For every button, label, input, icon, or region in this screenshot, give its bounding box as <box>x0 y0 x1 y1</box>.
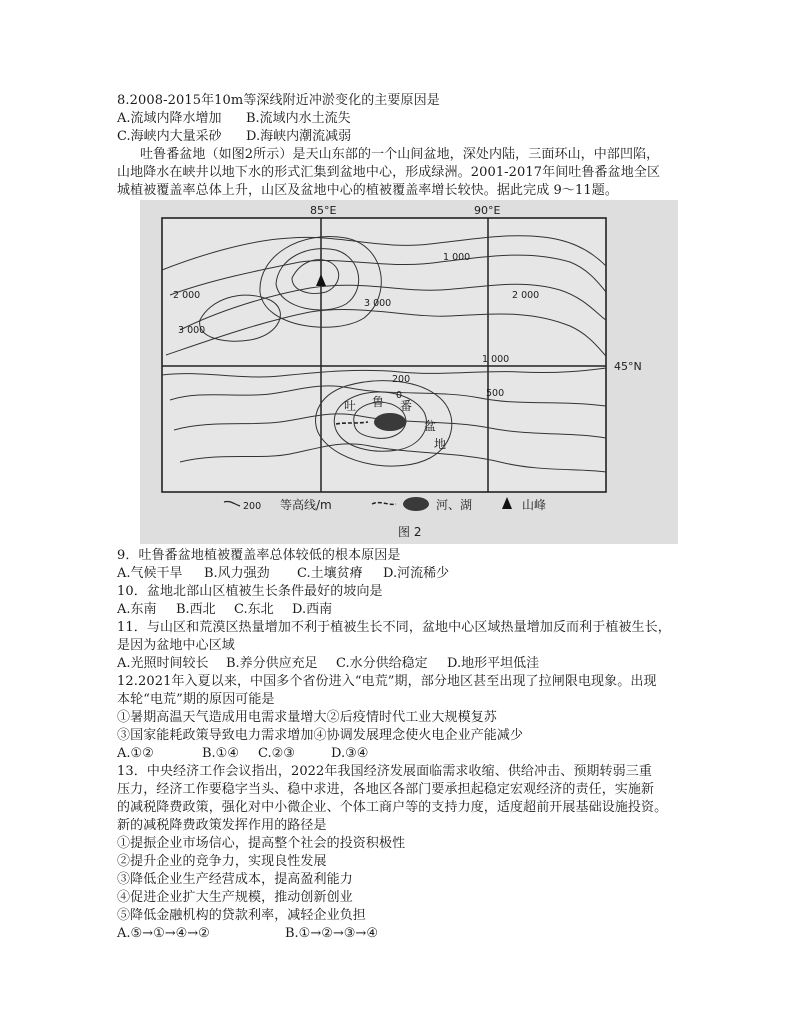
contour-label-2000b: 2 000 <box>512 290 540 301</box>
q11-stem-line-2: 是因为盆地中心区域 <box>117 638 235 653</box>
legend-river-lake-label: 河、湖 <box>436 498 473 512</box>
q13-item-5: ⑤降低金融机构的贷款利率，减轻企业负担 <box>117 908 366 923</box>
q10-option-c: C.东北 <box>234 602 274 617</box>
q9-option-c: C.土壤贫瘠 <box>297 566 363 581</box>
q10-stem: 10．盆地北部山区植被生长条件最好的坡向是 <box>117 584 383 599</box>
q12-option-b: B.①④ <box>202 746 239 761</box>
passage-line-1: 吐鲁番盆地（如图2所示）是天山东部的一个山间盆地，深处内陆，三面环山，中部凹陷， <box>140 147 660 162</box>
q8-option-c: C.海峡内大量采砂 <box>117 129 222 144</box>
contour-label-2000a: 2 000 <box>173 290 201 301</box>
basin-char-5: 地 <box>434 437 447 451</box>
q8-option-b: B.流域内水土流失 <box>246 111 351 126</box>
legend-peak-label: 山峰 <box>522 498 547 512</box>
q12-items-line-1: ①暑期高温天气造成用电需求量增大②后疫情时代工业大规模复苏 <box>117 710 497 725</box>
q13-stem-line-2: 压力，经济工作要稳字当头、稳中求进，各地区各部门要承担起稳定宏观经济的责任，实施新 <box>117 782 655 797</box>
q8-option-d: D.海峡内潮流减弱 <box>246 129 352 144</box>
q10-option-b: B.西北 <box>176 602 216 617</box>
contour-label-3000a: 3 000 <box>178 325 206 336</box>
q13-option-a: A.⑤→①→④→② <box>117 926 210 941</box>
q13-stem-line-4: 新的减税降费政策发挥作用的路径是 <box>117 818 327 833</box>
q9-option-d: D.河流稀少 <box>383 566 450 581</box>
q11-stem-line-1: 11．与山区和荒漠区热量增加不利于植被生长不同，盆地中心区域热量增加反而利于植被生长， <box>117 620 671 635</box>
contour-label-1000a: 1 000 <box>443 252 471 263</box>
figure-caption: 图 2 <box>398 525 422 539</box>
passage-line-2: 山地降水在峡井以地下水的形式汇集到盆地中心，形成绿洲。2001-2017年间吐鲁番盆地全区 <box>117 165 661 180</box>
contour-label-1000b: 1 000 <box>482 354 510 365</box>
q13-item-1: ①提振企业市场信心，提高整个社会的投资积极性 <box>117 836 406 851</box>
passage-line-3: 城植被覆盖率总体上升，山区及盆地中心的植被覆盖率增长较快。据此完成 9～11题。 <box>117 183 618 198</box>
q12-option-d: D.③④ <box>331 746 369 761</box>
basin-char-3: 番 <box>400 399 413 413</box>
lake-shape <box>374 413 406 431</box>
q11-option-d: D.地形平坦低洼 <box>447 656 540 671</box>
q12-stem-line-2: 本轮“电荒”期的原因可能是 <box>117 692 275 707</box>
q11-option-c: C.水分供给稳定 <box>336 656 428 671</box>
q9-option-b: B.风力强劲 <box>204 566 270 581</box>
q12-option-a: A.①② <box>117 746 154 761</box>
q13-item-4: ④促进企业扩大生产规模，推动创新创业 <box>117 890 353 905</box>
q8-stem: 8.2008-2015年10m等深线附近冲淤变化的主要原因是 <box>117 93 440 108</box>
q12-items-line-2: ③国家能耗政策导致电力需求增加④协调发展理念使火电企业产能减少 <box>117 728 524 743</box>
legend-contour-label: 等高线/m <box>280 498 332 512</box>
q12-stem-line-1: 12.2021年入夏以来，中国多个省份进入“电荒”期，部分地区甚至出现了拉闸限电现象。出现 <box>117 674 657 689</box>
contour-label-200: 200 <box>392 374 411 385</box>
q9-stem: 9．吐鲁番盆地植被覆盖率总体较低的根本原因是 <box>117 548 401 563</box>
q13-option-b: B.①→②→③→④ <box>285 926 378 941</box>
q12-option-c: C.②③ <box>258 746 295 761</box>
map-svg <box>140 200 678 544</box>
lon-85e-label: 85°E <box>310 204 337 217</box>
q13-stem-line-1: 13．中央经济工作会议指出，2022年我国经济发展面临需求收缩、供给冲击、预期转弱三重 <box>117 764 652 779</box>
q11-option-a: A.光照时间较长 <box>117 656 209 671</box>
legend-contour-value: 200 <box>243 501 262 512</box>
q9-option-a: A.气候干旱 <box>117 566 183 581</box>
legend-lake-icon <box>403 497 429 511</box>
contour-label-0: 0 <box>396 390 403 401</box>
contour-label-500: 500 <box>486 388 505 399</box>
q11-option-b: B.养分供应充足 <box>226 656 318 671</box>
contour-label-3000b: 3 000 <box>364 298 392 309</box>
q8-option-a: A.流域内降水增加 <box>117 111 222 126</box>
lat-45n-label: 45°N <box>614 360 642 373</box>
basin-char-2: 鲁 <box>372 395 385 409</box>
q13-item-3: ③降低企业生产经营成本，提高盈利能力 <box>117 872 353 887</box>
q13-item-2: ②提升企业的竞争力，实现良性发展 <box>117 854 327 869</box>
basin-char-4: 盆 <box>424 419 437 433</box>
lon-90e-label: 90°E <box>474 204 501 217</box>
q10-option-a: A.东南 <box>117 602 157 617</box>
basin-char-1: 吐 <box>344 399 357 413</box>
q10-option-d: D.西南 <box>292 602 333 617</box>
turpan-basin-map <box>140 200 678 544</box>
q13-stem-line-3: 的减税降费政策，强化对中小微企业、个体工商户等的支持力度，适度超前开展基础设施投资。 <box>117 800 668 815</box>
